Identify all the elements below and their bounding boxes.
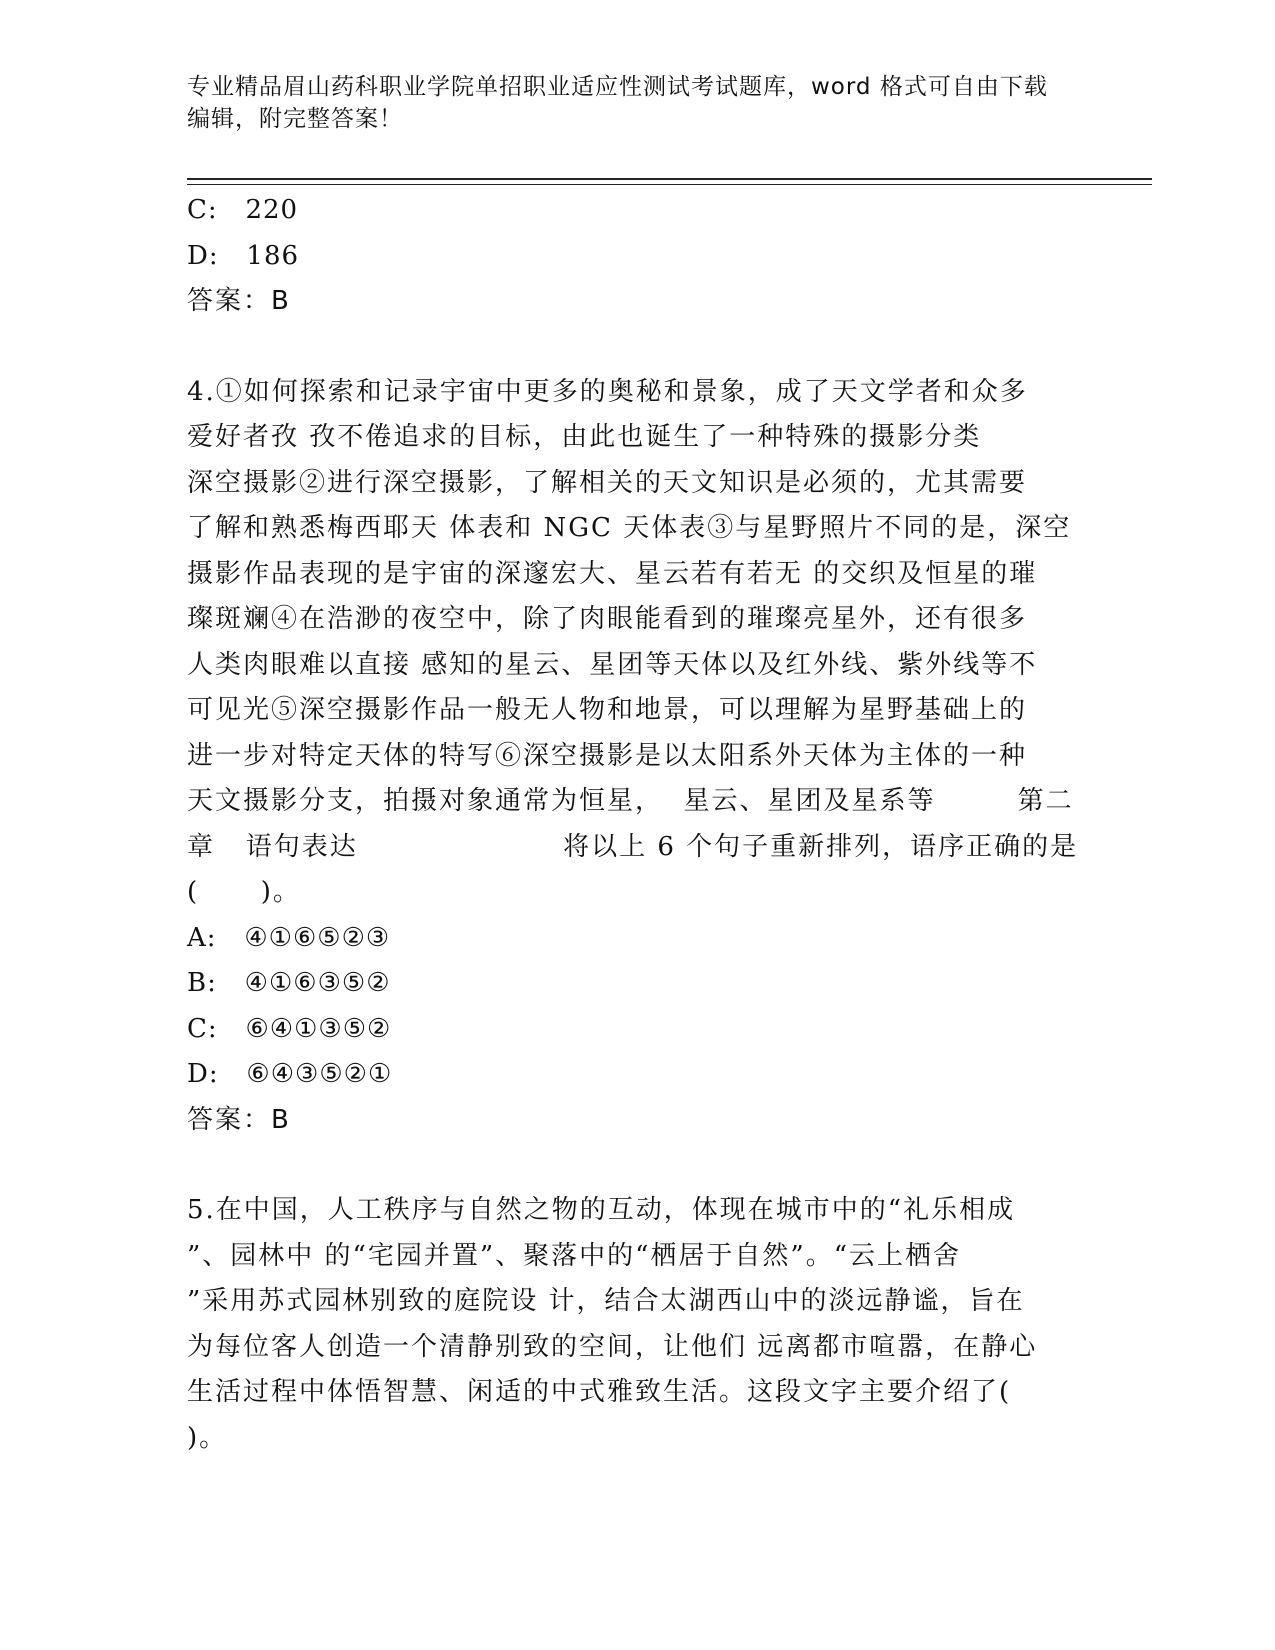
stem-line: 4.①如何探索和记录宇宙中更多的奥秘和景象，成了天文学者和众多 (187, 376, 1028, 407)
option-c (187, 1007, 1087, 1053)
option-b (187, 961, 1087, 1007)
stem-line: 璨斑斓④在浩渺的夜空中，除了肉眼能看到的璀璨亮星外，还有很多 (187, 604, 1028, 634)
header-divider-thin (187, 184, 1152, 185)
option-a (187, 916, 1087, 962)
option-text: ⑥④①③⑤② (245, 1013, 392, 1044)
stem-line: 了解和熟悉梅西耶天 体表和 NGC 天体表③与星野照片不同的是，深空 (187, 513, 1072, 543)
answer-line: 答案：B (187, 1104, 291, 1135)
stem-line: 爱好者孜 孜不倦追求的目标，由此也诞生了一种特殊的摄影分类 (187, 422, 982, 452)
stem-line: ( )。 (187, 877, 301, 907)
option-label: D: (187, 1059, 219, 1089)
option-text: ⑥④③⑤②① (246, 1059, 393, 1089)
spacer (187, 325, 1087, 370)
question-4 (187, 370, 1087, 1144)
stem-line: 摄影作品表现的是宇宙的深邃宏大、星云若有若无 的交织及恒星的璀 (187, 558, 1038, 589)
stem-line: 天文摄影分支，拍摄对象通常为恒星， 星云、星团及星系等 第二 (187, 786, 1074, 816)
option-d (187, 234, 1087, 280)
option-label: C: (187, 195, 218, 225)
header-divider-thick (187, 178, 1152, 180)
stem-line: 为每位客人创造一个清静别致的空间，让他们 远离都市喧嚣，在静心 (187, 1331, 1038, 1362)
spacer (187, 1143, 1087, 1188)
option-text: 186 (246, 240, 300, 271)
document-body (187, 188, 1087, 1461)
header-title: 专业精品眉山药科职业学院单招职业适应性测试考试题库，word 格式可自由下载编辑，附完整答案！ (187, 74, 1048, 132)
document-header (187, 71, 1067, 135)
stem-line: 可见光⑤深空摄影作品一般无人物和地景，可以理解为星野基础上的 (187, 695, 1028, 725)
question-stem (187, 1188, 1087, 1461)
stem-line: 生活过程中体悟智慧、闲适的中式雅致生活。这段文字主要介绍了( (187, 1377, 1012, 1407)
stem-line: 5.在中国，人工秩序与自然之物的互动，体现在城市中的“礼乐相成 (187, 1195, 1016, 1225)
stem-line: )。 (187, 1422, 228, 1453)
stem-line: ”、园林中 的“宅园并置”、聚落中的“栖居于自然”。“云上栖舍 (187, 1240, 962, 1271)
option-text: 220 (245, 195, 299, 225)
option-d (187, 1052, 1087, 1098)
option-label: A: (187, 922, 217, 953)
option-label: C: (187, 1013, 218, 1044)
option-c (187, 188, 1087, 234)
option-text: ④①⑥③⑤② (244, 968, 391, 998)
stem-line: 人类肉眼难以直接 感知的星云、星团等天体以及红外线、紫外线等不 (187, 649, 1038, 680)
option-label: B: (187, 968, 217, 998)
question-stem (187, 370, 1087, 916)
question-3 (187, 188, 1087, 325)
question-5 (187, 1188, 1087, 1461)
stem-line: ”采用苏式园林别致的庭院设 计，结合太湖西山中的淡远静谧，旨在 (187, 1286, 1025, 1316)
stem-line: 章 语句表达 将以上 6 个句子重新排列，语序正确的是 (187, 831, 1079, 862)
option-text: ④①⑥⑤②③ (244, 922, 391, 953)
stem-line: 深空摄影②进行深空摄影，了解相关的天文知识是必须的，尤其需要 (187, 467, 1028, 498)
option-label: D: (187, 240, 219, 271)
answer-line: 答案：B (187, 286, 291, 316)
stem-line: 进一步对特定天体的特写⑥深空摄影是以太阳系外天体为主体的一种 (187, 740, 1028, 771)
